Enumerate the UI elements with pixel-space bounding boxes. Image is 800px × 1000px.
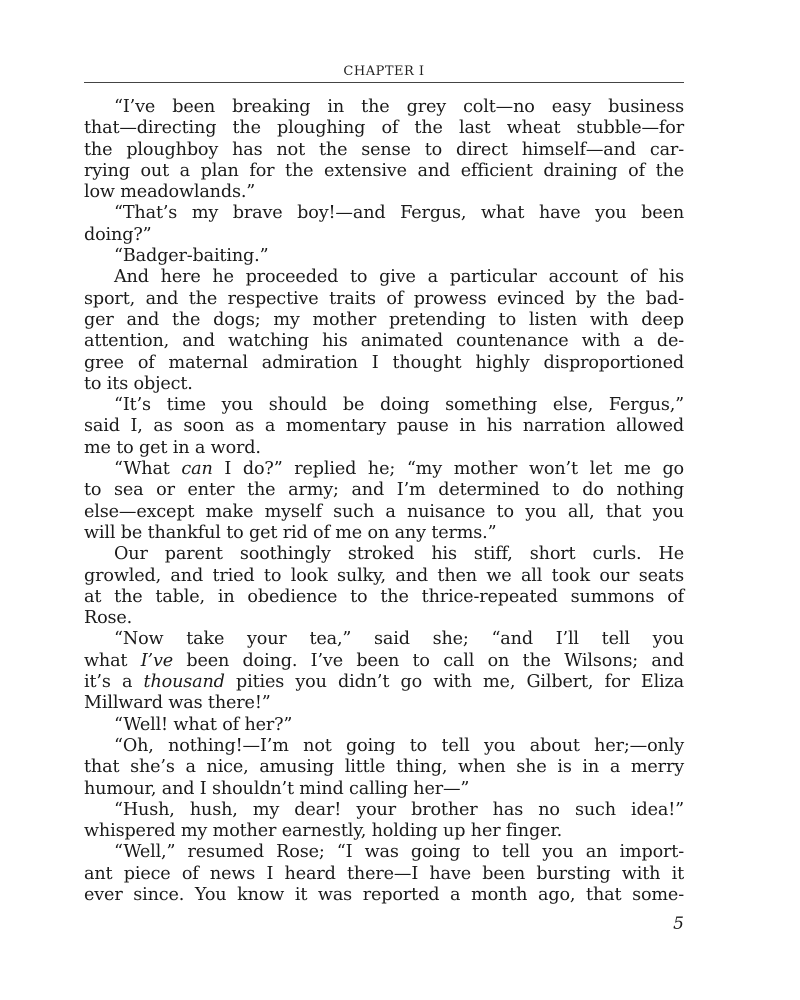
page-number: 5 [673, 914, 684, 934]
text-line: said I, as soon as a momentary pause in his narration allowed [84, 416, 684, 437]
text-line: me to get in a word. [84, 437, 261, 458]
text-line: ever since. You know it was reported a month ago, that some- [84, 884, 684, 905]
text-line: “Hush, hush, my dear! your brother has no such idea!” [114, 799, 684, 820]
text-line: Our parent soothingly stroked his stiff, short curls. He [114, 544, 684, 565]
emphasis: can [181, 459, 213, 480]
text-line: And here he proceeded to give a particular account of his [114, 267, 684, 288]
text-line: humour, and I shouldn’t mind calling her—” [84, 778, 470, 799]
text-line: that—directing the ploughing of the last wheat stubble—for [84, 118, 684, 139]
text-line: ant piece of news I heard there—I have been bursting with it [84, 863, 684, 884]
text-line: doing?” [84, 224, 152, 245]
text-line: growled, and tried to look sulky, and then we all took our seats [84, 565, 684, 586]
text-line: Millward was there!” [84, 693, 271, 714]
running-head: CHAPTER I [343, 64, 425, 79]
emphasis: I’ve [140, 650, 174, 671]
text-line: attention, and watching his animated countenance with a de- [84, 331, 684, 352]
body-text [84, 97, 684, 906]
text-line: will be thankful to get rid of me on any terms.” [84, 522, 497, 543]
text-line: Rose. [84, 608, 133, 629]
text-line: whispered my mother earnestly, holding up her finger. [84, 821, 563, 842]
text-line: “What can I do?” replied he; “my mother won’t let me go [114, 459, 685, 480]
text-line: sport, and the respective traits of prowess evinced by the bad- [84, 288, 684, 309]
text-line: at the table, in obedience to the thrice-repeated summons of [84, 586, 684, 607]
text-line: it’s a thousand pities you didn’t go with me, Gilbert, for Eliza [84, 672, 684, 693]
text-line: “Oh, nothing!—I’m not going to tell you about her;—only [114, 735, 684, 756]
text-line: ger and the dogs; my mother pretending to listen with deep [84, 309, 684, 330]
text-line: rying out a plan for the extensive and efficient draining of the [84, 160, 684, 181]
text-line: “It’s time you should be doing something else, Fergus,” [114, 395, 684, 416]
text-line: the ploughboy has not the sense to direct himself—and car- [84, 139, 684, 160]
header-rule [84, 82, 684, 83]
emphasis: thousand [143, 672, 225, 693]
text-line: “I’ve been breaking in the grey colt—no easy business [114, 97, 684, 117]
text-line: low meadowlands.” [84, 182, 256, 203]
text-line: else—except make myself such a nuisance to you all, that you [84, 501, 684, 522]
text-line: gree of maternal admiration I thought highly disproportioned [84, 352, 684, 373]
text-line: what I’ve been doing. I’ve been to call on the Wilsons; and [84, 650, 685, 671]
text-line: “Now take your tea,” said she; “and I’ll tell you [114, 629, 684, 650]
text-line: to sea or enter the army; and I’m determined to do nothing [84, 480, 684, 501]
text-line: “Well,” resumed Rose; “I was going to tell you an import- [114, 842, 684, 863]
text-line: to its object. [84, 373, 193, 394]
text-line: “Badger-baiting.” [114, 246, 269, 267]
text-line: that she’s a nice, amusing little thing, when she is in a merry [84, 757, 684, 778]
text-line: “Well! what of her?” [114, 714, 293, 735]
text-line: “That’s my brave boy!—and Fergus, what have you been [114, 203, 684, 224]
